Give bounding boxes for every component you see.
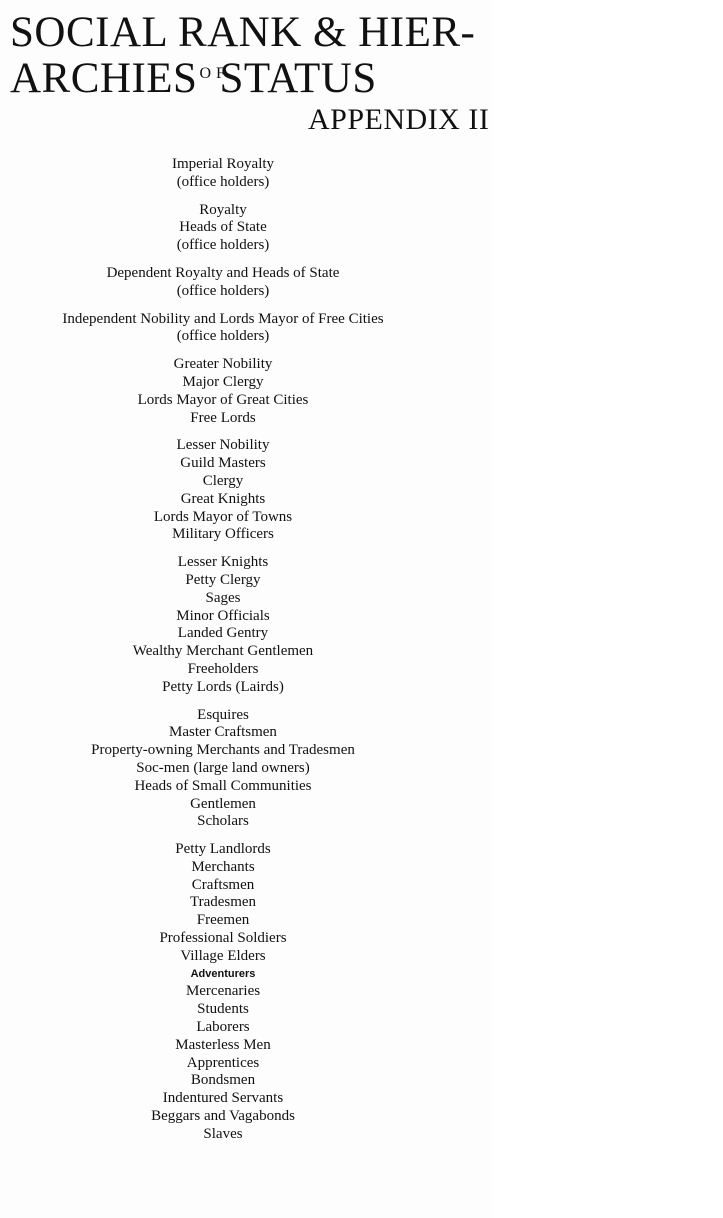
rank-group — [0, 202, 446, 255]
rank-entry: Mercenaries — [185, 983, 261, 1000]
rank-entry: Merchants — [191, 858, 255, 875]
rank-entry: Military Officers — [172, 526, 274, 543]
rank-entry: Imperial Royalty — [171, 156, 275, 172]
title-of: O F — [199, 65, 226, 82]
rank-entry: Master Craftsmen — [169, 724, 277, 741]
title-line-2-end: STATUS — [219, 55, 377, 102]
rank-entry: Gentlemen — [190, 795, 256, 812]
rank-group — [0, 265, 446, 301]
page-title — [10, 10, 475, 102]
rank-entry: Guild Masters — [180, 455, 266, 472]
rank-entry: (office holders) — [176, 173, 270, 190]
rank-group — [0, 707, 446, 832]
title-line-1: SOCIAL RANK & HIER- — [10, 9, 476, 56]
rank-entry: Tradesmen — [189, 894, 257, 911]
rank-entry: Masterless Men — [175, 1036, 271, 1053]
rank-entry: Wealthy Merchant Gentlemen — [132, 643, 314, 660]
rank-entry: Slaves — [203, 1125, 243, 1142]
rank-group — [0, 156, 446, 192]
rank-entry: Village Elders — [180, 947, 266, 964]
title-line-2 — [10, 56, 475, 102]
rank-group — [0, 311, 446, 347]
rank-entry: Great Knights — [180, 490, 266, 507]
rank-entry: Free Lords — [190, 409, 256, 426]
rank-entry: Independent Nobility and Lords Mayor of Free Cities — [62, 310, 384, 327]
rank-entry: Lesser Knights — [177, 554, 269, 571]
rank-entry: Major Clergy — [182, 373, 264, 390]
rank-entry: Apprentices — [186, 1054, 260, 1071]
rank-entry: Lords Mayor of Towns — [153, 508, 293, 525]
rank-entry: Indentured Servants — [162, 1090, 284, 1107]
rank-entry: Petty Landlords — [175, 841, 271, 858]
rank-entry: (office holders) — [176, 282, 270, 299]
rank-entry: Craftsmen — [191, 876, 255, 893]
rank-entry: Petty Lords (Lairds) — [162, 678, 284, 695]
rank-entry: Lords Mayor of Great Cities — [137, 391, 309, 408]
rank-entry: (office holders) — [176, 328, 270, 345]
rank-entry: Professional Soldiers — [159, 930, 287, 947]
rank-entry: Minor Officials — [176, 607, 270, 624]
rank-entry: Heads of Small Communities — [134, 777, 312, 794]
rank-entry: Students — [197, 1001, 249, 1018]
rank-entry: Royalty — [199, 201, 247, 218]
rank-entry: Sages — [205, 589, 241, 606]
rank-group — [0, 356, 446, 427]
rank-entry: (office holders) — [176, 237, 270, 254]
rank-entry: Greater Nobility — [173, 356, 273, 373]
rank-entry: Laborers — [196, 1019, 250, 1036]
title-line-2-start: ARCHIES — [10, 55, 198, 102]
appendix-label: APPENDIX II — [308, 103, 490, 136]
rank-entry: Soc-men (large land owners) — [136, 759, 310, 776]
rank-entry: Property-owning Merchants and Tradesmen — [91, 742, 355, 759]
rank-entry: Bondsmen — [190, 1072, 256, 1089]
rank-entry: Lesser Nobility — [176, 437, 270, 454]
rank-group — [0, 437, 446, 544]
rank-entry: Beggars and Vagabonds — [151, 1108, 295, 1125]
rank-entry: Freemen — [196, 912, 250, 929]
rank-entry: Scholars — [197, 813, 249, 830]
rank-entry: Petty Clergy — [185, 571, 261, 588]
rank-group — [0, 841, 446, 1144]
rank-group — [0, 554, 446, 696]
rank-entry: Heads of State — [179, 219, 267, 236]
rank-entry: Adventurers — [190, 967, 256, 980]
rank-entry: Freeholders — [187, 660, 259, 677]
rank-entry: Dependent Royalty and Heads of State — [106, 264, 340, 281]
rank-list — [0, 156, 446, 1154]
rank-entry: Clergy — [202, 472, 244, 489]
rank-entry: Esquires — [197, 706, 249, 723]
rank-entry: Landed Gentry — [177, 625, 269, 642]
